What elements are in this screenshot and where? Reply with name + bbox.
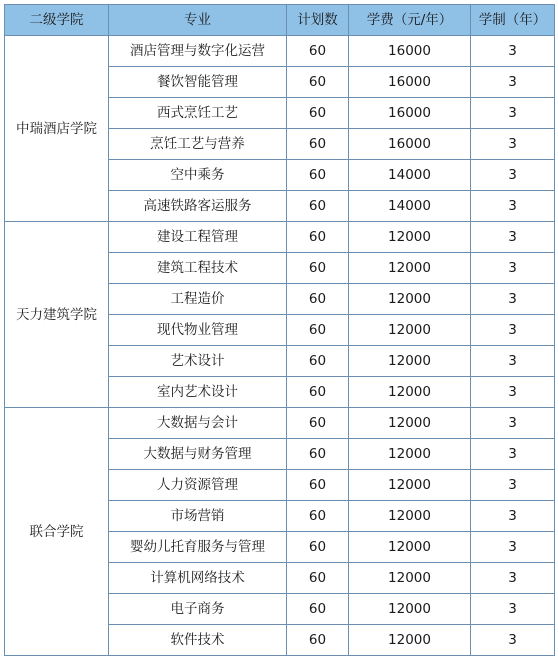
fee-cell: 14000: [349, 160, 471, 191]
fee-cell: 12000: [349, 346, 471, 377]
years-cell: 3: [471, 284, 555, 315]
header-years: 学制（年）: [471, 5, 555, 36]
major-cell: 艺术设计: [109, 346, 287, 377]
plan-cell: 60: [287, 98, 349, 129]
years-cell: 3: [471, 160, 555, 191]
plan-cell: 60: [287, 129, 349, 160]
years-cell: 3: [471, 191, 555, 222]
major-cell: 餐饮智能管理: [109, 67, 287, 98]
major-cell: 婴幼儿托育服务与管理: [109, 532, 287, 563]
table-row: [5, 36, 555, 67]
fee-cell: 12000: [349, 470, 471, 501]
fee-cell: 16000: [349, 67, 471, 98]
fee-cell: 16000: [349, 129, 471, 160]
plan-cell: 60: [287, 625, 349, 656]
major-cell: 建筑工程技术: [109, 253, 287, 284]
fee-cell: 12000: [349, 625, 471, 656]
fee-cell: 12000: [349, 253, 471, 284]
fee-cell: 12000: [349, 501, 471, 532]
header-plan: 计划数: [287, 5, 349, 36]
fee-cell: 12000: [349, 594, 471, 625]
plan-cell: 60: [287, 532, 349, 563]
major-cell: 计算机网络技术: [109, 563, 287, 594]
table-row: [5, 408, 555, 439]
major-cell: 酒店管理与数字化运营: [109, 36, 287, 67]
major-cell: 建设工程管理: [109, 222, 287, 253]
years-cell: 3: [471, 377, 555, 408]
major-cell: 室内艺术设计: [109, 377, 287, 408]
years-cell: 3: [471, 439, 555, 470]
years-cell: 3: [471, 532, 555, 563]
years-cell: 3: [471, 470, 555, 501]
plan-cell: 60: [287, 315, 349, 346]
years-cell: 3: [471, 36, 555, 67]
plan-cell: 60: [287, 36, 349, 67]
plan-cell: 60: [287, 346, 349, 377]
major-cell: 软件技术: [109, 625, 287, 656]
plan-cell: 60: [287, 222, 349, 253]
major-cell: 空中乘务: [109, 160, 287, 191]
years-cell: 3: [471, 222, 555, 253]
major-cell: 现代物业管理: [109, 315, 287, 346]
years-cell: 3: [471, 594, 555, 625]
years-cell: 3: [471, 625, 555, 656]
enrollment-fee-table: [4, 4, 555, 656]
plan-cell: 60: [287, 377, 349, 408]
plan-cell: 60: [287, 67, 349, 98]
plan-cell: 60: [287, 501, 349, 532]
major-cell: 高速铁路客运服务: [109, 191, 287, 222]
fee-cell: 12000: [349, 563, 471, 594]
major-cell: 电子商务: [109, 594, 287, 625]
years-cell: 3: [471, 98, 555, 129]
years-cell: 3: [471, 67, 555, 98]
major-cell: 人力资源管理: [109, 470, 287, 501]
plan-cell: 60: [287, 408, 349, 439]
plan-cell: 60: [287, 594, 349, 625]
years-cell: 3: [471, 501, 555, 532]
years-cell: 3: [471, 315, 555, 346]
table-row: [5, 222, 555, 253]
fee-cell: 12000: [349, 408, 471, 439]
years-cell: 3: [471, 563, 555, 594]
fee-cell: 12000: [349, 284, 471, 315]
years-cell: 3: [471, 253, 555, 284]
major-cell: 烹饪工艺与营养: [109, 129, 287, 160]
fee-cell: 14000: [349, 191, 471, 222]
major-cell: 工程造价: [109, 284, 287, 315]
header-major: 专业: [109, 5, 287, 36]
plan-cell: 60: [287, 563, 349, 594]
plan-cell: 60: [287, 439, 349, 470]
fee-cell: 16000: [349, 36, 471, 67]
major-cell: 市场营销: [109, 501, 287, 532]
years-cell: 3: [471, 408, 555, 439]
years-cell: 3: [471, 129, 555, 160]
college-name-cell: 中瑞酒店学院: [5, 36, 109, 222]
years-cell: 3: [471, 346, 555, 377]
plan-cell: 60: [287, 284, 349, 315]
fee-cell: 16000: [349, 98, 471, 129]
table-header: [5, 5, 555, 36]
college-name-cell: 天力建筑学院: [5, 222, 109, 408]
plan-cell: 60: [287, 470, 349, 501]
fee-cell: 12000: [349, 377, 471, 408]
fee-cell: 12000: [349, 222, 471, 253]
major-cell: 大数据与财务管理: [109, 439, 287, 470]
fee-cell: 12000: [349, 532, 471, 563]
header-fee: 学费（元/年）: [349, 5, 471, 36]
table-body: [5, 36, 555, 656]
fee-cell: 12000: [349, 439, 471, 470]
plan-cell: 60: [287, 191, 349, 222]
major-cell: 大数据与会计: [109, 408, 287, 439]
fee-cell: 12000: [349, 315, 471, 346]
college-name-cell: 联合学院: [5, 408, 109, 656]
header-college: 二级学院: [5, 5, 109, 36]
major-cell: 西式烹饪工艺: [109, 98, 287, 129]
plan-cell: 60: [287, 160, 349, 191]
header-row: [5, 5, 555, 36]
plan-cell: 60: [287, 253, 349, 284]
